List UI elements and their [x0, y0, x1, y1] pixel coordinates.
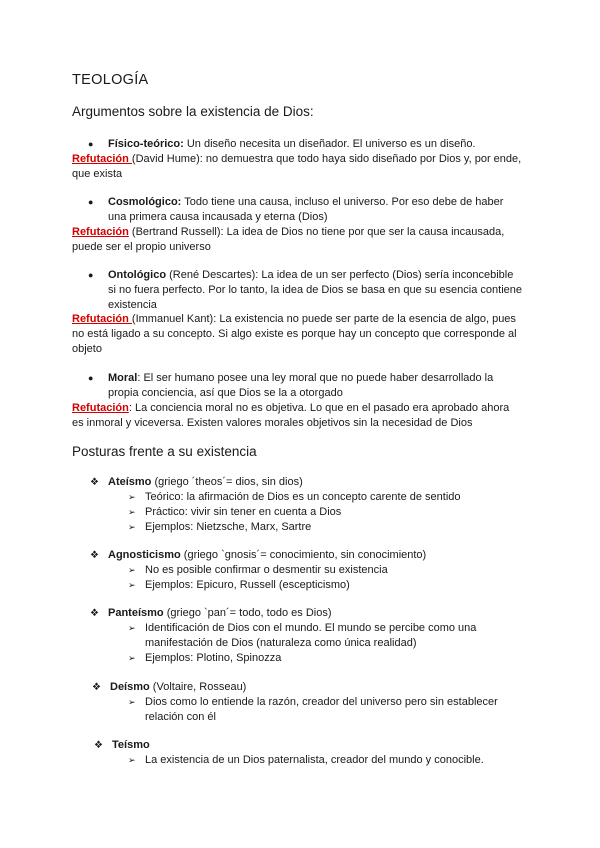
refutation-russell-cont: puede ser el propio universo: [72, 241, 211, 253]
list-item: No es posible confirmar o desmentir su existencia: [145, 564, 388, 576]
list-item: Dios como lo entiende la razón, creador del universo pero sin establecer: [145, 696, 498, 708]
refutation-russell: Refutación (Bertrand Russell): La idea de Dios no tiene por que ser la causa incausada,: [72, 226, 505, 238]
argument-ontologico: Ontológico (René Descartes): La idea de un ser perfecto (Dios) sería inconcebible: [108, 269, 514, 281]
argument-ontologico-cont: si no fuera perfecto. Por lo tanto, la idea de Dios se basa en que su esencia contiene: [108, 284, 522, 296]
page-title: TEOLOGÍA: [72, 72, 149, 88]
bullet-icon: ●: [88, 139, 94, 149]
posture-deismo: Deísmo (Voltaire, Rosseau): [110, 681, 247, 693]
refutation-kant-cont2: objeto: [72, 343, 102, 355]
bullet-icon: ●: [88, 197, 94, 207]
arrow-bullet-icon: ➢: [128, 580, 136, 590]
list-item: Identificación de Dios con el mundo. El mundo se percibe como una: [145, 622, 477, 634]
arrow-bullet-icon: ➢: [128, 492, 136, 502]
list-item: Ejemplos: Plotino, Spinozza: [145, 652, 282, 664]
posture-teismo: Teísmo: [112, 739, 150, 751]
bullet-icon: ●: [88, 270, 94, 280]
list-item: Ejemplos: Epicuro, Russell (escepticismo): [145, 579, 350, 591]
arrow-bullet-icon: ➢: [128, 697, 136, 707]
arrow-bullet-icon: ➢: [128, 755, 136, 765]
refutation-moral-cont: es inmoral y viceversa. Existen valores morales objetivos sin la necesidad de Dios: [72, 417, 473, 429]
list-item: Práctico: vivir sin tener en cuenta a Dios: [145, 506, 342, 518]
refutation-hume: Refutación (David Hume): no demuestra que todo haya sido diseñado por Dios y, por ende,: [72, 153, 522, 165]
list-item: Ejemplos: Nietzsche, Marx, Sartre: [145, 521, 312, 533]
diamond-bullet-icon: ❖: [90, 550, 99, 561]
arrow-bullet-icon: ➢: [128, 565, 136, 575]
arrow-bullet-icon: ➢: [128, 522, 136, 532]
argument-cosmologico-cont: una primera causa incausada y eterna (Dios): [108, 211, 328, 223]
refutation-hume-cont: que exista: [72, 168, 123, 180]
posture-panteismo: Panteísmo (griego `pan´= todo, todo es Dios): [108, 607, 332, 619]
list-item-cont: manifestación de Dios (naturaleza como única realidad): [145, 637, 417, 649]
refutation-kant-cont: no está ligado a su concepto. Si algo existe es porque hay un concepto que corresponde al: [72, 328, 517, 340]
arrow-bullet-icon: ➢: [128, 623, 136, 633]
argument-ontologico-cont2: existencia: [108, 299, 157, 311]
section-heading-postures: Posturas frente a su existencia: [72, 444, 257, 459]
refutation-kant: Refutación (Immanuel Kant): La existencia no puede ser parte de la esencia de algo, pues: [72, 313, 516, 325]
argument-moral: Moral: El ser humano posee una ley moral que no puede haber desarrollado la: [108, 372, 494, 384]
diamond-bullet-icon: ❖: [90, 608, 99, 619]
refutation-moral: Refutación: La conciencia moral no es objetiva. Lo que en el pasado era aprobado ahora: [72, 402, 510, 414]
diamond-bullet-icon: ❖: [90, 477, 99, 488]
arrow-bullet-icon: ➢: [128, 653, 136, 663]
list-item: Teórico: la afirmación de Dios es un concepto carente de sentido: [145, 491, 461, 503]
argument-moral-cont: propia conciencia, así que Dios se la a otorgado: [108, 387, 343, 399]
arrow-bullet-icon: ➢: [128, 507, 136, 517]
list-item-cont: relación con él: [145, 711, 216, 723]
posture-ateismo: Ateísmo (griego ´theos´= dios, sin dios): [108, 476, 303, 488]
diamond-bullet-icon: ❖: [94, 740, 103, 751]
bullet-icon: ●: [88, 373, 94, 383]
list-item: La existencia de un Dios paternalista, creador del mundo y conocible.: [145, 754, 484, 766]
argument-cosmologico: Cosmológico: Todo tiene una causa, incluso el universo. Por eso debe de haber: [108, 196, 504, 208]
posture-agnosticismo: Agnosticismo (griego `gnosis´= conocimiento, sin conocimiento): [108, 549, 427, 561]
section-heading-arguments: Argumentos sobre la existencia de Dios:: [72, 104, 314, 119]
diamond-bullet-icon: ❖: [92, 682, 101, 693]
argument-fisico-teorico: Físico-teórico: Un diseño necesita un diseñador. El universo es un diseño.: [108, 138, 476, 150]
